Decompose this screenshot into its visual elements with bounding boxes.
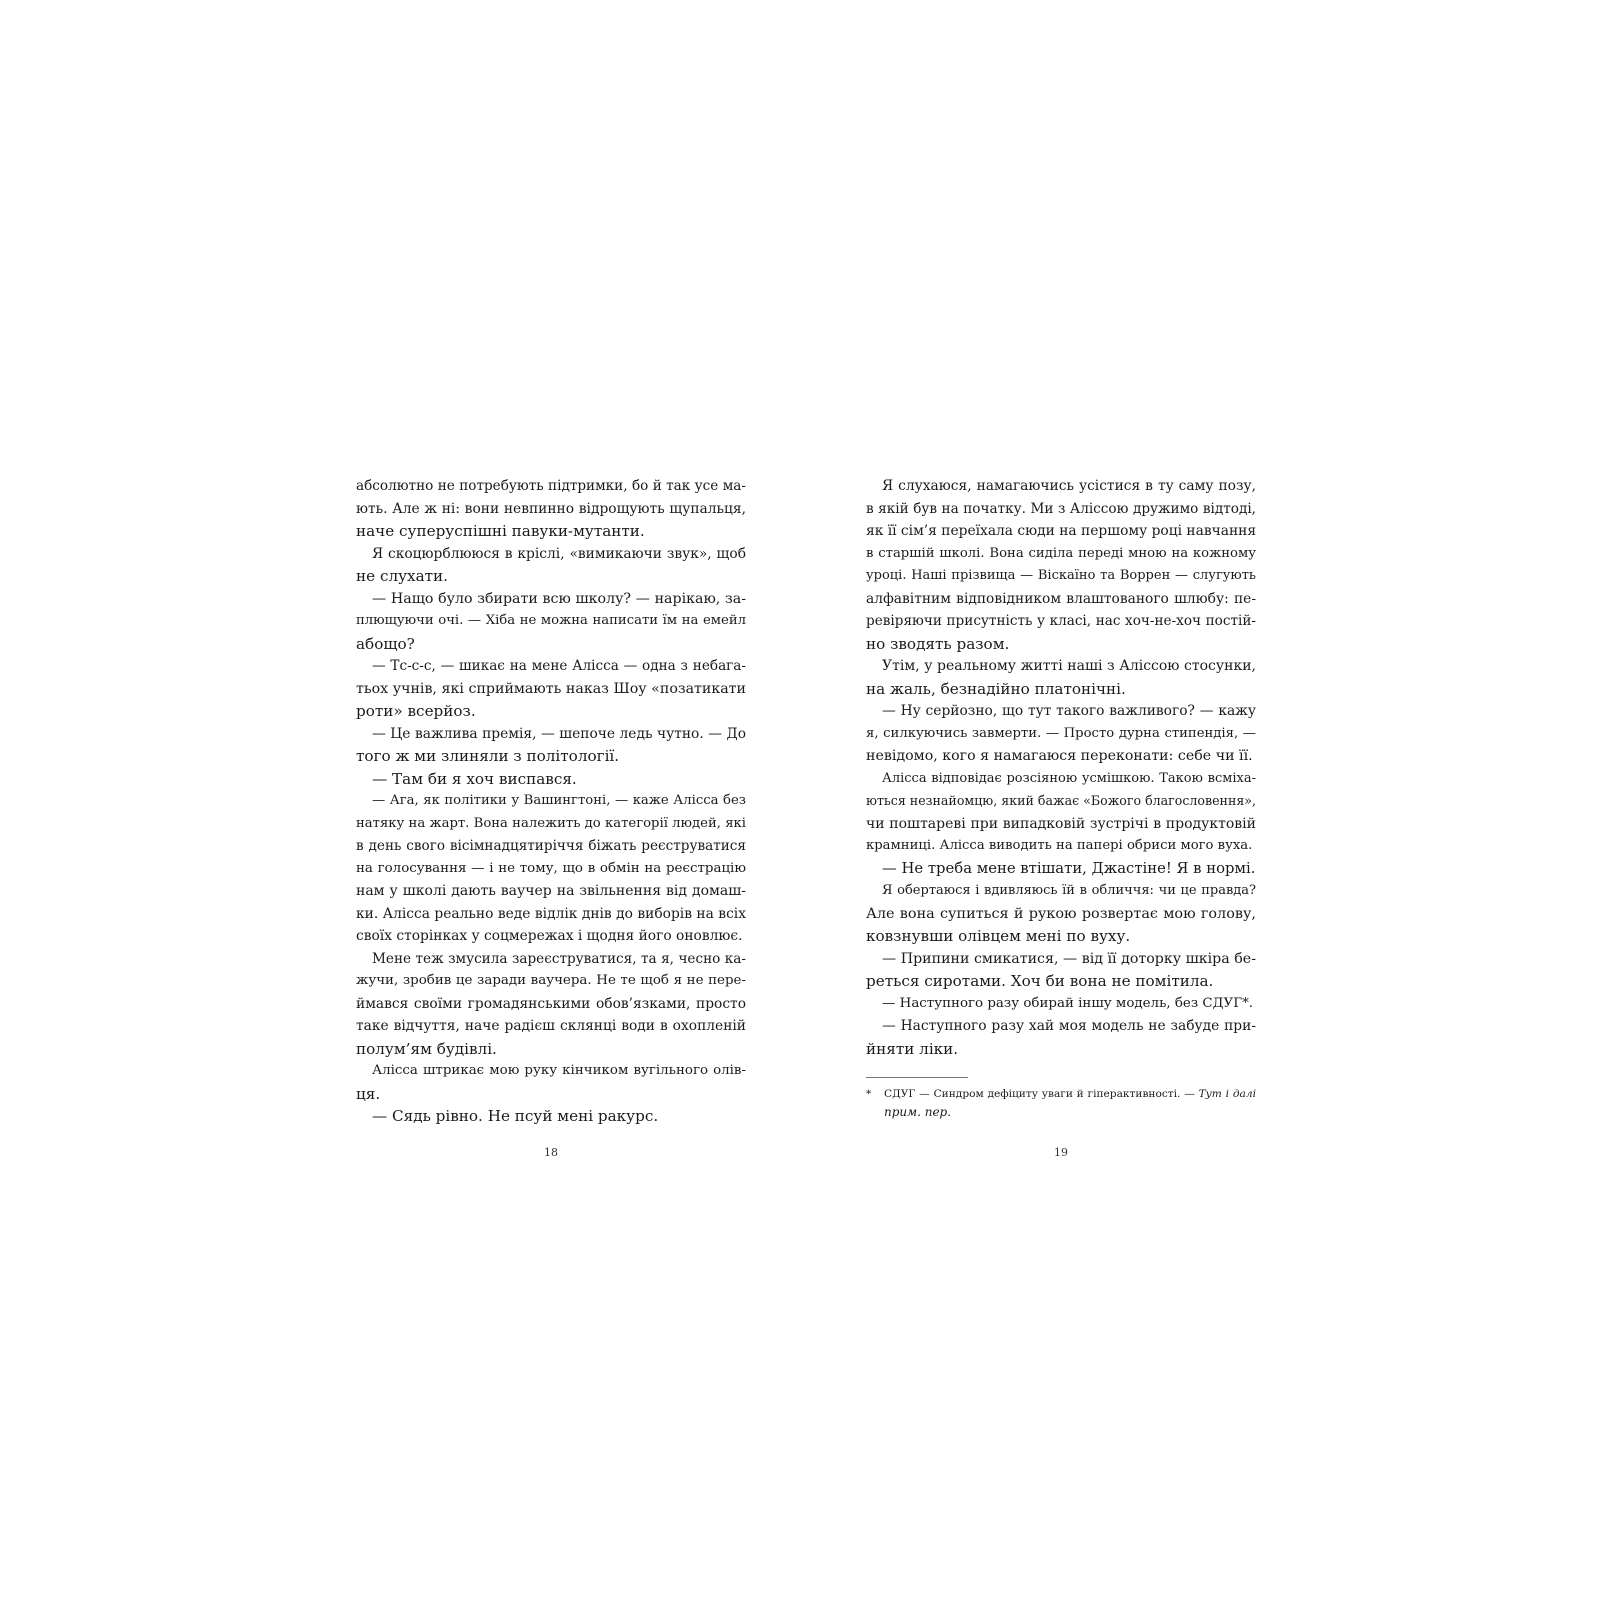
text-line: в день свого вісімнадцятиріччя біжать реєструватися: [356, 838, 746, 854]
footnote-marker: *: [866, 1088, 872, 1100]
text-line: ються незнайомцю, який бажає «Божого благословення»,: [866, 793, 1256, 808]
text-line: — Наступного разу обирай іншу модель, без СДУГ*.: [882, 995, 1254, 1011]
text-line: ревіряючи присутність у класі, нас хоч-не-хоч постій-: [866, 613, 1256, 629]
text-line: Алісса відповідає розсіяною усмішкою. Такою всміха-: [882, 770, 1256, 786]
text-line: но зводять разом.: [866, 634, 1010, 653]
text-line: — Ну серйозно, що тут такого важливого? — кажу: [882, 703, 1256, 719]
text-line: роти» всерйоз.: [356, 702, 476, 720]
text-line: Утім, у реальному житті наші з Аліссою стосунки,: [882, 658, 1256, 674]
footnote-italic-note: Тут і далі: [1198, 1088, 1256, 1100]
footnote-text: СДУГ — Синдром дефіциту уваги й гіперактивності. —: [884, 1088, 1199, 1100]
footnote-line: [866, 1103, 1256, 1121]
text-line: йняти ліки.: [866, 1039, 959, 1058]
text-line: того ж ми злиняли з політології.: [356, 747, 620, 765]
text-line: тьох учнів, які сприймають наказ Шоу «позатикати: [356, 680, 746, 697]
text-line: натяку на жарт. Вона належить до категорії людей, які: [356, 815, 746, 831]
text-line: — Ага, як політики у Вашингтоні, — каже Алісса без: [372, 793, 746, 808]
text-line: своїх сторінках у соцмережах і щодня його оновлює.: [356, 928, 743, 944]
text-line: Але вона супиться й рукою розвертає мою голову,: [866, 905, 1256, 922]
text-line: абсолютно не потребують підтримки, бо й так усе ма-: [356, 478, 746, 494]
text-line: — Припини смикатися, — від її доторку шкіра бе-: [882, 950, 1256, 967]
page-number-right: 19: [1054, 1146, 1068, 1159]
text-line: таке відчуття, наче радієш склянці води в охопленій: [356, 1018, 746, 1034]
footnote-line: [866, 1085, 1256, 1103]
text-line: — Нащо було збирати всю школу? — нарікаю, за-: [372, 590, 746, 607]
text-line: — Це важлива премія, — шепоче ледь чутно. — До: [372, 725, 746, 742]
text-line: в якій був на початку. Ми з Аліссою дружимо відтоді,: [866, 500, 1256, 517]
text-line: не слухати.: [356, 567, 449, 585]
text-line: чи поштареві при випадковій зустрічі в продуктовій: [866, 815, 1256, 832]
text-line: алфавітним відповідником влаштованого шлюбу: пе-: [866, 590, 1256, 607]
text-line: на жаль, безнадійно платонічні.: [866, 679, 1126, 698]
text-line: в старшій школі. Вона сиділа переді мною на кожному: [866, 545, 1256, 561]
text-line: — Там би я хоч виспався.: [372, 769, 577, 788]
footnote-italic-abbrev: прим. пер.: [884, 1105, 952, 1119]
text-line: ймався своїми громадянськими обов’язками, просто: [356, 995, 746, 1012]
page-number-left: 18: [544, 1146, 558, 1159]
text-line: Я скоцюрблююся в кріслі, «вимикаючи звук», щоб: [372, 545, 746, 562]
text-line: на голосування — і не тому, що в обмін на реєстрацію: [356, 860, 746, 876]
text-line: реться сиротами. Хоч би вона не помітила.: [866, 972, 1214, 990]
right-page-text: [866, 475, 1256, 1060]
text-line: Я слухаюся, намагаючись усістися в ту саму позу,: [882, 478, 1256, 494]
text-line: — Не треба мене втішати, Джастіне! Я в нормі.: [882, 859, 1256, 877]
text-line: плющуючи очі. — Хіба не можна написати їм на емейл: [356, 613, 746, 628]
text-line: як її сім’я переїхала сюди на першому році навчання: [866, 523, 1257, 539]
text-line: Мене теж змусила зареєструватися, та я, чесно ка-: [372, 950, 746, 967]
text-line: крамниці. Алісса виводить на папері обриси мого вуха.: [866, 838, 1253, 853]
text-line: — Сядь рівно. Не псуй мені ракурс.: [372, 1107, 659, 1125]
text-line: наче суперуспішні павуки-мутанти.: [356, 522, 645, 540]
left-page-text: [356, 475, 746, 1128]
text-line: жучи, зробив це заради ваучера. Не те щоб я не пере-: [356, 973, 746, 988]
text-line: нам у школі дають ваучер на звільнення від домаш-: [356, 883, 746, 899]
text-line: — Наступного разу хай моя модель не забуде при-: [882, 1018, 1256, 1034]
text-line: полум’ям будівлі.: [356, 1039, 497, 1058]
text-line: ковзнувши олівцем мені по вуху.: [866, 927, 1131, 945]
text-line: ють. Але ж ні: вони невпинно відрощують щупальця,: [356, 500, 746, 517]
text-line: я, силкуючись завмерти. — Просто дурна стипендія, —: [866, 725, 1256, 741]
text-line: абощо?: [356, 634, 415, 653]
text-line: — Тс-с-с, — шикає на мене Алісса — одна з небага-: [372, 658, 746, 674]
text-line: Я обертаюся і вдивляюсь їй в обличчя: чи це правда?: [882, 883, 1256, 898]
text-line: невідомо, кого я намагаюся переконати: себе чи її.: [866, 748, 1253, 764]
footnote: [866, 1085, 1256, 1121]
text-line: ця.: [356, 1084, 381, 1103]
text-line: ки. Алісса реально веде відлік днів до виборів на всіх: [356, 905, 746, 922]
text-line: Алісса штрикає мою руку кінчиком вугільного олів-: [372, 1063, 746, 1078]
footnote-rule: [866, 1077, 968, 1078]
text-line: уроці. Наші прізвища — Віскаїно та Воррен — слугують: [866, 568, 1256, 583]
